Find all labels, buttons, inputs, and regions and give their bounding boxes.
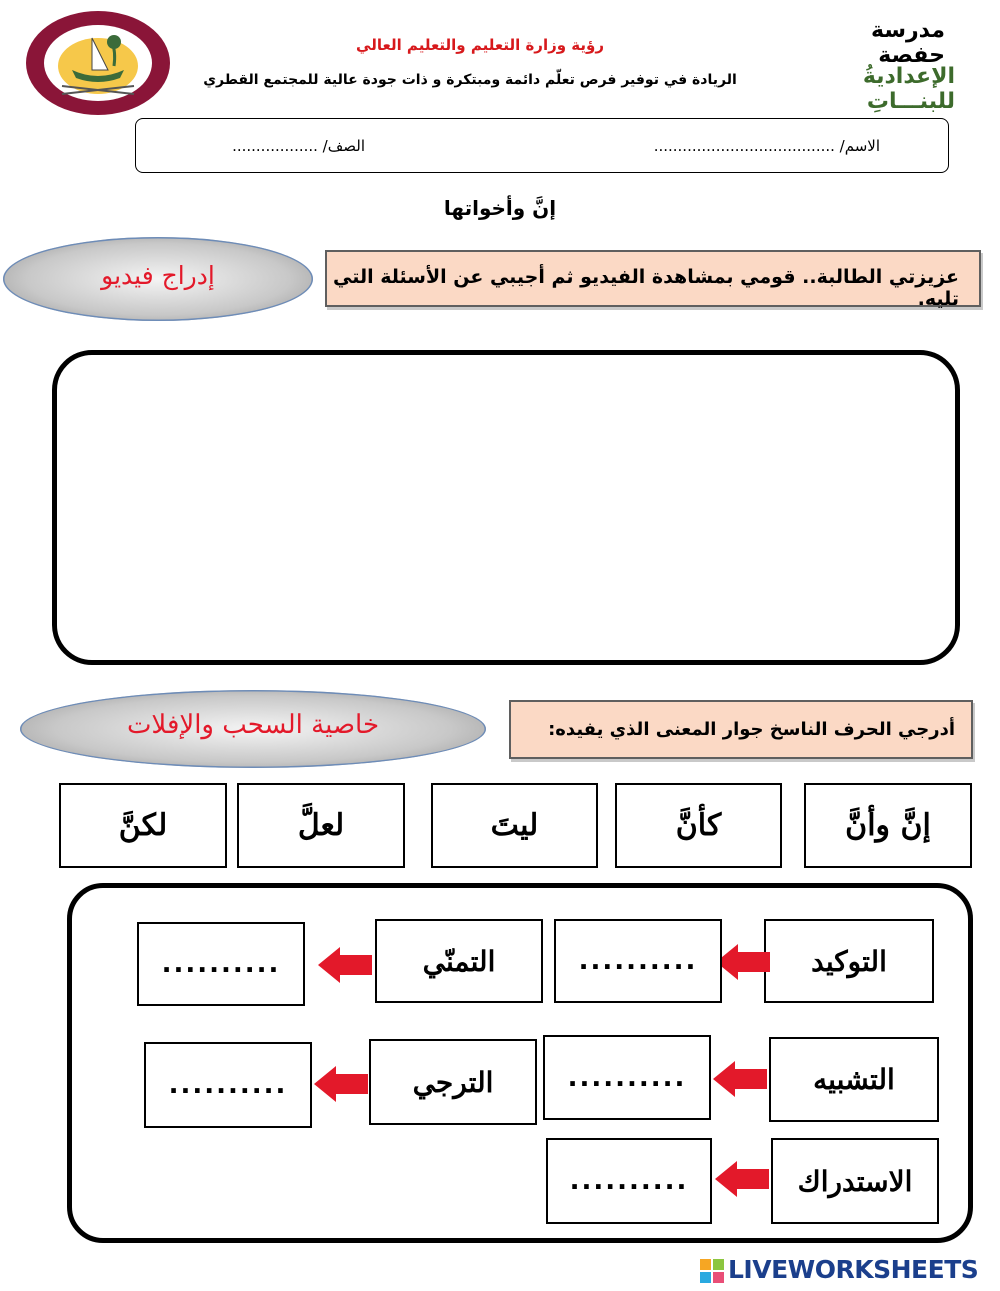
answer-drop-zone[interactable] <box>543 1035 711 1120</box>
vision-text: الريادة في توفير فرص تعلّم دائمة ومبتكرة و ذات جودة عالية للمجتمع القطري <box>203 72 737 88</box>
left-arrow-icon <box>716 944 770 980</box>
brand-text: LIVEWORKSHEETS <box>728 1255 979 1284</box>
meaning-label-box <box>764 919 934 1003</box>
school-name: مدرسة حفصة <box>871 18 945 68</box>
answer-drop-zone[interactable] <box>137 922 305 1006</box>
answer-placeholder: .......... <box>569 1166 689 1196</box>
insert-video-label: إدراج فيديو <box>101 261 215 290</box>
school-subtitle: الإعداديةُ للبنـــاتِ <box>862 64 955 114</box>
left-arrow-icon <box>314 1066 368 1102</box>
meaning-label-box <box>369 1039 537 1125</box>
drag-drop-label: خاصية السحب والإفلات <box>126 710 380 740</box>
word-bank-item[interactable]: كأنَّ <box>615 783 782 868</box>
meaning-label: التوكيد <box>811 944 887 978</box>
matching-instruction <box>509 700 973 759</box>
word-bank-item[interactable]: ليتَ <box>431 783 598 868</box>
word-bank-item[interactable]: لكنَّ <box>59 783 227 868</box>
meaning-label-box <box>771 1138 939 1224</box>
answer-drop-zone[interactable] <box>546 1138 712 1224</box>
vision-title: رؤية وزارة التعليم والتعليم العالي <box>356 36 604 54</box>
matching-instruction-text: أدرجي الحرف الناسخ جوار المعنى الذي يفيده: <box>548 719 955 740</box>
meaning-label-box <box>375 919 543 1003</box>
liveworksheets-logo-icon <box>700 1259 724 1283</box>
video-instruction <box>325 250 981 310</box>
qatar-ministry-logo <box>22 8 174 118</box>
liveworksheets-brand <box>700 1255 995 1285</box>
video-frame[interactable] <box>52 350 960 665</box>
left-arrow-icon <box>318 947 372 983</box>
video-instruction-text: عزيزتي الطالبة.. قومي بمشاهدة الفيديو ثم أجيبي عن الأسئلة التي تليه. <box>333 266 959 310</box>
student-name-field[interactable]: الاسم/ ...................................... <box>653 137 880 155</box>
word-bank-item[interactable]: لعلَّ <box>237 783 405 868</box>
answer-placeholder: .......... <box>567 1062 687 1093</box>
left-arrow-icon <box>713 1061 767 1097</box>
meaning-label: الاستدراك <box>797 1164 913 1198</box>
answer-placeholder: .......... <box>161 949 281 979</box>
meaning-label-box <box>769 1037 939 1122</box>
drag-drop-badge <box>20 690 486 768</box>
answer-drop-zone[interactable] <box>144 1042 312 1128</box>
left-arrow-icon <box>715 1161 769 1197</box>
meaning-label: الترجي <box>412 1065 494 1099</box>
meaning-label: التشبيه <box>813 1063 895 1096</box>
student-class-field[interactable]: الصف/ .................. <box>232 137 365 155</box>
page-title: إنَّ وأخواتها <box>443 196 557 220</box>
word-bank-item[interactable]: إنَّ وأنَّ <box>804 783 972 868</box>
answer-drop-zone[interactable] <box>554 919 722 1003</box>
insert-video-badge <box>3 237 313 321</box>
answer-placeholder: .......... <box>168 1070 288 1100</box>
meaning-label: التمنّي <box>422 944 496 978</box>
answer-placeholder: .......... <box>578 946 698 976</box>
